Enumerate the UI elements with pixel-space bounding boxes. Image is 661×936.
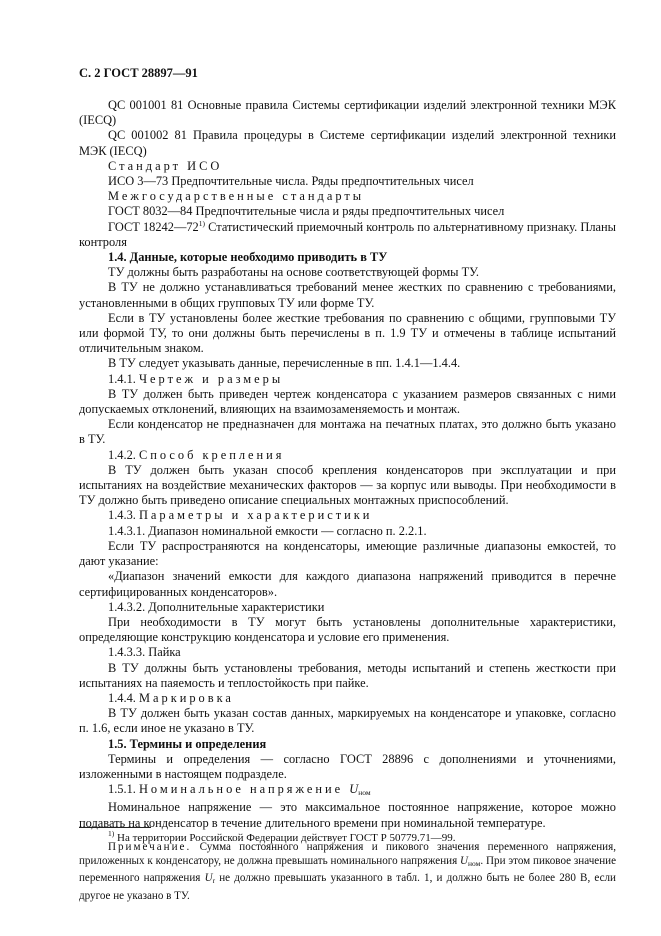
section-number: 1.4.4.	[108, 690, 139, 705]
ref-gost-18242-title: Статистический приемочный контроль по альтернативному признаку. Планы контроля	[79, 219, 616, 249]
paragraph: Если конденсатор не предназначен для монтажа на печатных платах, это должно быть указано в ТУ.	[79, 417, 616, 447]
section-title: Способ крепления	[138, 447, 285, 462]
ref-qc-001001: QC 001001 81 Основные правила Системы сертификации изделий электронной техники МЭК (IECQ)	[79, 98, 616, 128]
section-title: Номинальное напряжение	[138, 782, 350, 797]
paragraph: Если ТУ распространяются на конденсаторы, имеющие различные диапазоны емкостей, то дают указание:	[79, 538, 616, 569]
paragraph: Если в ТУ установлены более жесткие требования по сравнению с общими, групповыми ТУ или формой ТУ, то они должны быть перечислены в п. 1.9 ТУ и отмечены в таблице испытаний отличительным знаком.	[79, 310, 616, 356]
note-text: не должно превышать указанного в табл. 1, и должно быть не более 280 В, если другое не указано в ТУ.	[79, 872, 616, 902]
symbol-u: U	[204, 872, 213, 885]
paragraph: Термины и определения — согласно ГОСТ 28896 с дополнениями и уточнениями, изложенными в настоящем подразделе.	[79, 751, 616, 781]
note-text: . При этом пиковое значение переменного напряжения	[79, 855, 617, 885]
section-1-5-heading: 1.5. Термины и определения	[108, 736, 267, 751]
ref-gost-18242	[79, 220, 616, 250]
section-1-4-1-heading	[79, 372, 616, 387]
note	[79, 840, 616, 903]
subsection-1-4-3-3: 1.4.3.3. Пайка	[108, 645, 181, 660]
section-1-4-4-heading	[79, 691, 616, 706]
section-title: Маркировка	[138, 690, 234, 705]
interstate-standards-heading: Межгосударственные стандарты	[108, 189, 365, 204]
paragraph: Номинальное напряжение — это максимальное постоянное напряжение, которое можно подавать на конденсатор в течение длительного времени при номинальной температуре.	[79, 800, 616, 830]
paragraph: В ТУ должен быть указан состав данных, маркируемых на конденсаторе и упаковке, согласно п. 1.6, если иное не указано в ТУ.	[79, 706, 616, 736]
paragraph: В ТУ должен быть указан способ крепления конденсаторов при эксплуатации и при испытаниях на воздействие механических факторов — за корпус или выводы. При необходимости в ТУ должно быть приведено описание специальных монтажных приспособлений.	[79, 462, 616, 508]
paragraph: В ТУ не должно устанавливаться требований менее жестких по сравнению с требованиями, установленными в общих групповых ТУ или форме ТУ.	[79, 280, 616, 310]
section-title: Чертеж и размеры	[138, 371, 284, 386]
symbol-u: U	[460, 855, 469, 868]
section-number: 1.4.1.	[108, 371, 139, 386]
footnote	[108, 829, 456, 844]
footnote-mark: 1)	[108, 829, 115, 838]
section-1-4-2-heading	[79, 448, 616, 463]
symbol-u: U	[349, 782, 359, 797]
section-title: Параметры и характеристики	[138, 508, 373, 523]
footnote-divider	[79, 827, 151, 828]
section-number: 1.4.2.	[108, 447, 139, 462]
section-1-4-3-heading	[79, 508, 616, 523]
paragraph: В ТУ должен быть приведен чертеж конденсатора с указанием размеров связанных с ними допускаемых отклонений, влияющих на взаимозаменяемость и монтаж.	[79, 386, 616, 417]
paragraph: В ТУ следует указывать данные, перечисленные в пп. 1.4.1—1.4.4.	[108, 356, 461, 371]
quoted-text: «Диапазон значений емкости для каждого диапазона напряжений приводится в перечне сертифицированных конденсаторов».	[79, 569, 616, 599]
symbol-subscript: ном	[358, 788, 371, 798]
ref-gost-8032: ГОСТ 8032—84 Предпочтительные числа и ряды предпочтительных чисел	[108, 204, 505, 219]
paragraph: В ТУ должны быть установлены требования, методы испытаний и степень жесткости при испытаниях на паяемость и теплостойкость при пайке.	[79, 660, 616, 690]
ref-iso-3: ИСО 3—73 Предпочтительные числа. Ряды предпочтительных чисел	[108, 174, 474, 189]
iso-standard-heading: Стандарт ИСО	[108, 158, 223, 173]
document-body	[79, 98, 616, 903]
note-label: Примечание.	[108, 840, 192, 853]
paragraph: При необходимости в ТУ могут быть установлены дополнительные характеристики, определяющие конструкцию конденсатора и условие его применения.	[79, 614, 616, 645]
section-number: 1.5.1.	[108, 782, 139, 797]
symbol-subscript: r	[212, 876, 216, 886]
ref-gost-18242-code: ГОСТ 18242—72	[108, 219, 199, 234]
subsection-1-4-3-1: 1.4.3.1. Диапазон номинальной емкости — согласно п. 2.2.1.	[108, 523, 427, 538]
note-text: Сумма постоянного напряжения и пикового значения переменного напряжения, приложенных к конденсатору, не должна превышать номинального напряжения	[79, 840, 616, 868]
paragraph: ТУ должны быть разработаны на основе соответствующей формы ТУ.	[108, 265, 479, 280]
page-header: С. 2 ГОСТ 28897—91	[79, 66, 198, 80]
footnote-text: На территории Российской Федерации действует ГОСТ Р 50779.71—99.	[114, 832, 456, 844]
section-number: 1.4.3.	[108, 508, 139, 523]
section-1-4-heading: 1.4. Данные, которые необходимо приводить в ТУ	[108, 250, 388, 265]
section-1-5-1-heading	[79, 782, 616, 800]
symbol-subscript: ном	[468, 859, 481, 869]
footnote-ref-mark: 1)	[198, 218, 205, 228]
subsection-1-4-3-2: 1.4.3.2. Дополнительные характеристики	[108, 599, 325, 614]
ref-qc-001002: QC 001002 81 Правила процедуры в Системе сертификации изделий электронной техники МЭК (IECQ)	[79, 128, 616, 158]
